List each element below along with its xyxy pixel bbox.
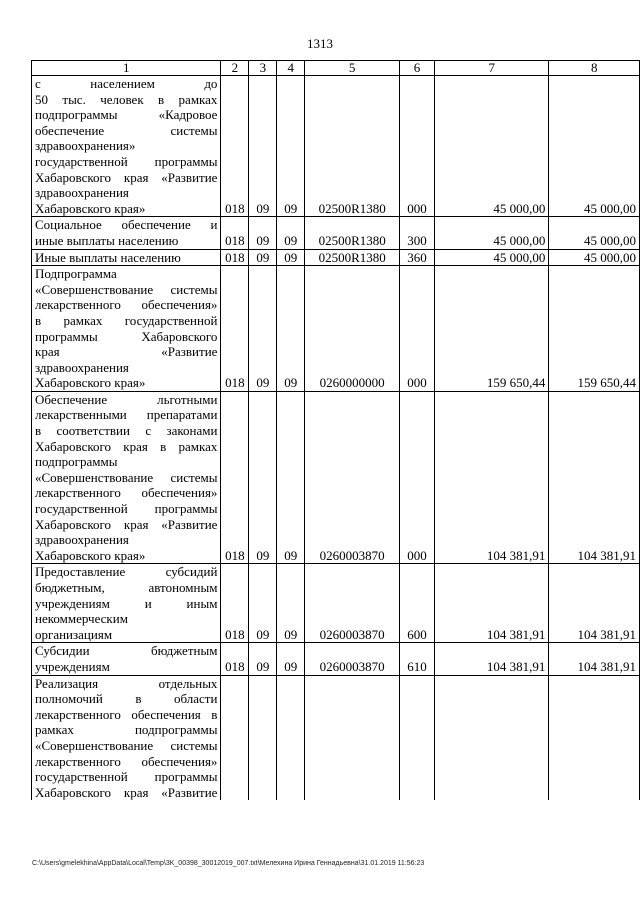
row-name-line: Подпрограмма [35, 266, 117, 282]
target-article-cell: 0260003870 [305, 391, 400, 564]
row-name-cell [32, 391, 221, 564]
admin-code-cell: 018 [221, 249, 249, 266]
amount-cell: 104 381,91 [549, 564, 640, 643]
row-name-line: рамках подпрограммы [35, 722, 218, 738]
amount-cell: 104 381,91 [435, 391, 549, 564]
subsection-cell: 09 [277, 643, 305, 675]
amount-cell: 159 650,44 [549, 266, 640, 392]
table-row [32, 675, 640, 800]
row-name-line: Хабаровского края» [35, 547, 146, 563]
amount-cell: 159 650,44 [435, 266, 549, 392]
row-name-line: здравоохранения» [35, 138, 136, 154]
column-number-6: 6 [400, 61, 435, 76]
column-number-1: 1 [32, 61, 221, 76]
target-article-cell: 02500R1380 [305, 249, 400, 266]
row-name-line: бюджетным, автономным [35, 580, 218, 595]
row-name-line: Хабаровского края «Развитие [35, 169, 218, 185]
admin-code-cell: 018 [221, 76, 249, 217]
amount-cell: 104 381,91 [435, 564, 549, 643]
row-name-line: лекарственного обеспечения в [35, 706, 218, 722]
row-name-line: государственной программы [35, 769, 218, 785]
row-name-line: лекарственными препаратами [35, 407, 218, 423]
row-name-line: государственной программы [35, 501, 218, 517]
table-row [32, 643, 640, 675]
section-cell: 09 [249, 266, 277, 392]
expense-type-cell: 300 [400, 217, 435, 249]
expense-type-cell: 000 [400, 76, 435, 217]
row-name-line: организациям [35, 626, 113, 642]
expense-type-cell [400, 675, 435, 800]
row-name-line: Реализация отдельных [35, 675, 218, 691]
subsection-cell: 09 [277, 391, 305, 564]
row-name-cell [32, 675, 221, 800]
table-row [32, 391, 640, 564]
admin-code-cell: 018 [221, 643, 249, 675]
subsection-cell: 09 [277, 266, 305, 392]
amount-cell: 45 000,00 [549, 249, 640, 266]
target-article-cell: 0260003870 [305, 643, 400, 675]
row-name-line: полномочий в области [35, 691, 218, 707]
expense-type-cell: 000 [400, 391, 435, 564]
row-name-line: Хабаровского края» [35, 200, 146, 216]
table-row [32, 564, 640, 643]
section-cell: 09 [249, 217, 277, 249]
section-cell: 09 [249, 643, 277, 675]
amount-cell: 104 381,91 [549, 391, 640, 564]
row-name-line: государственной программы [35, 153, 218, 169]
row-name-line: лекарственного обеспечения» [35, 485, 218, 501]
expense-type-cell: 000 [400, 266, 435, 392]
expense-type-cell: 610 [400, 643, 435, 675]
amount-cell: 104 381,91 [549, 643, 640, 675]
column-number-5: 5 [305, 61, 400, 76]
row-name-line: здравоохранения [35, 185, 129, 201]
section-cell: 09 [249, 564, 277, 643]
target-article-cell: 02500R1380 [305, 76, 400, 217]
subsection-cell: 09 [277, 249, 305, 266]
target-article-cell: 02500R1380 [305, 217, 400, 249]
target-article-cell: 0260000000 [305, 266, 400, 392]
target-article-cell: 0260003870 [305, 564, 400, 643]
row-name-line: Хабаровского края в рамках [35, 438, 218, 454]
row-name-line: Хабаровского края «Развитие [35, 784, 218, 800]
row-name-cell [32, 564, 221, 643]
row-name-line: учреждениям [35, 658, 110, 674]
admin-code-cell: 018 [221, 217, 249, 249]
column-number-3: 3 [249, 61, 277, 76]
row-name-line: подпрограммы [35, 454, 118, 470]
budget-table [31, 60, 640, 800]
expense-type-cell: 600 [400, 564, 435, 643]
row-name-line: 50 тыс. человек в рамках [35, 91, 218, 107]
row-name-line: лекарственного обеспечения» [35, 297, 218, 313]
row-name-line: Субсидии бюджетным [35, 643, 218, 659]
admin-code-cell: 018 [221, 266, 249, 392]
column-numbers-row [32, 61, 640, 76]
row-name-line: «Совершенствование системы [35, 469, 218, 485]
row-name-line: обеспечение системы [35, 122, 218, 138]
row-name-line: Хабаровского края» [35, 375, 146, 391]
row-name-cell [32, 643, 221, 675]
row-name-line: учреждениям и иным [35, 595, 218, 611]
amount-cell: 45 000,00 [549, 217, 640, 249]
row-name-line: Социальное обеспечение и [35, 217, 218, 233]
section-cell [249, 675, 277, 800]
column-number-4: 4 [277, 61, 305, 76]
amount-cell: 45 000,00 [549, 76, 640, 217]
row-name-line: лекарственного обеспечения» [35, 753, 218, 769]
row-name-line: с населением до [35, 76, 218, 91]
section-cell: 09 [249, 249, 277, 266]
row-name-line: «Совершенствование системы [35, 737, 218, 753]
table-row [32, 217, 640, 249]
table-row [32, 76, 640, 217]
row-name-line: «Совершенствование системы [35, 281, 218, 297]
amount-cell: 45 000,00 [435, 217, 549, 249]
subsection-cell [277, 675, 305, 800]
row-name-line: здравоохранения [35, 359, 129, 375]
row-name-line: в рамках государственной [35, 312, 218, 328]
expense-type-cell: 360 [400, 249, 435, 266]
row-name-line: некоммерческим [35, 611, 128, 627]
row-name-line: края «Развитие [35, 344, 218, 360]
row-name-line: иные выплаты населению [35, 232, 179, 248]
table-row [32, 266, 640, 392]
row-name-line: Обеспечение льготными [35, 391, 218, 407]
row-name-line: здравоохранения [35, 532, 129, 548]
row-name-cell [32, 76, 221, 217]
subsection-cell: 09 [277, 76, 305, 217]
admin-code-cell: 018 [221, 391, 249, 564]
row-name-line: в соответствии с законами [35, 423, 218, 439]
row-name-line: программы Хабаровского [35, 328, 218, 344]
admin-code-cell [221, 675, 249, 800]
amount-cell: 45 000,00 [435, 249, 549, 266]
footer-file-path: C:\Users\gmelekhina\AppData\Local\Temp\3K_00398_30012019_007.txt\Мелехина Ирина Геннадьевна\31.01.2019 11:56:23 [32, 860, 425, 867]
subsection-cell: 09 [277, 564, 305, 643]
target-article-cell [305, 675, 400, 800]
section-cell: 09 [249, 391, 277, 564]
table-row [32, 249, 640, 266]
amount-cell: 45 000,00 [435, 76, 549, 217]
section-cell: 09 [249, 76, 277, 217]
page-number: 1313 [307, 36, 333, 51]
admin-code-cell: 018 [221, 564, 249, 643]
amount-cell [549, 675, 640, 800]
subsection-cell: 09 [277, 217, 305, 249]
row-name-line: Предоставление субсидий [35, 564, 218, 580]
column-number-8: 8 [549, 61, 640, 76]
row-name-line: Хабаровского края «Развитие [35, 516, 218, 532]
row-name-cell [32, 217, 221, 249]
column-number-7: 7 [435, 61, 549, 76]
amount-cell: 104 381,91 [435, 643, 549, 675]
amount-cell [435, 675, 549, 800]
row-name-line: Иные выплаты населению [35, 249, 181, 265]
column-number-2: 2 [221, 61, 249, 76]
row-name-line: подпрограммы «Кадровое [35, 107, 218, 123]
row-name-cell [32, 249, 221, 266]
row-name-cell [32, 266, 221, 392]
